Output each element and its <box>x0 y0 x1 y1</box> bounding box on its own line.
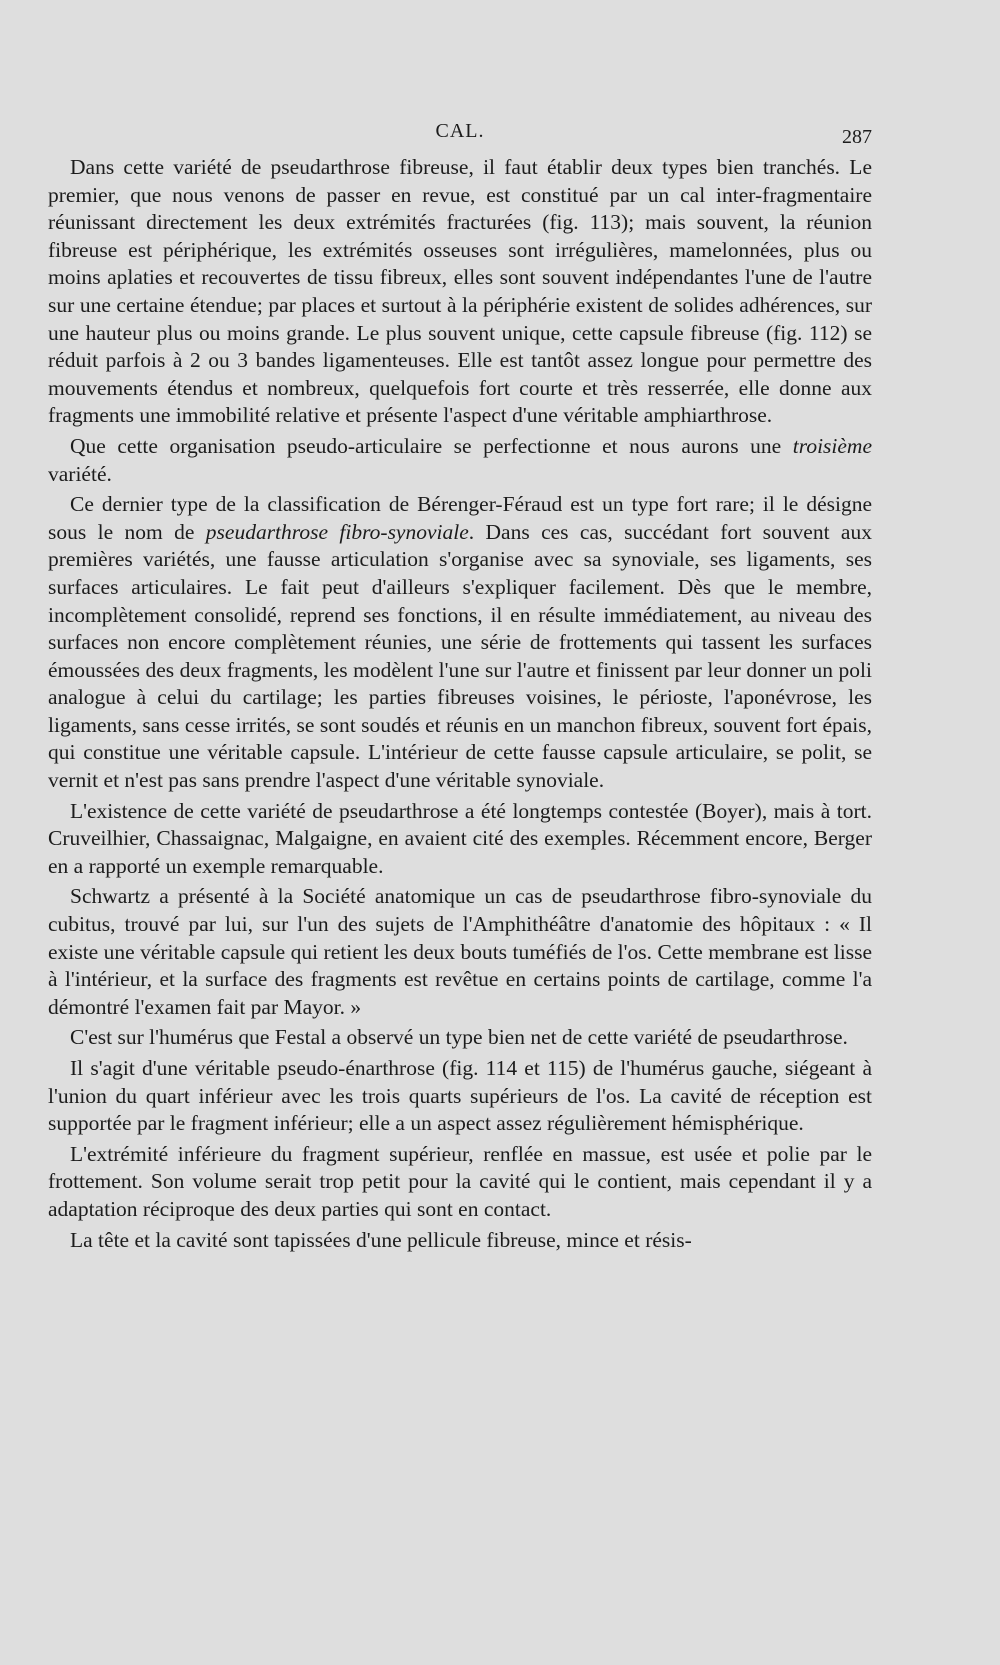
paragraph <box>48 1055 872 1138</box>
text-run: L'existence de cette variété de pseudarthrose a été longtemps contestée (Boyer), mais à tort. Cruveilhier, Chassaignac, Malgaigne, en avaient cité des exemples. Récemment encore, Berger en a rapporté un exemple remarquable. <box>48 798 872 878</box>
running-head <box>48 120 872 150</box>
paragraph <box>48 433 872 488</box>
text-run: Dans cette variété de pseudarthrose fibreuse, il faut établir deux types bien tranchés. Le premier, que nous venons de passer en revue, est constitué par un cal inter-fragmentaire réunissant directement les deux extrémités fracturées (fig. 113); mais souvent, la réunion fibreuse est périphérique, les extrémités osseuses sont irrégulières, mamelonnées, plus ou moins aplaties et recouvertes de tissu fibreux, elles sont souvent indépendantes l'une de l'autre sur une certaine étendue; par places et surtout à la périphérie existent de solides adhérences, sur une hauteur plus ou moins grande. Le plus souvent unique, cette capsule fibreuse (fig. 112) se réduit parfois à 2 ou 3 bandes ligamenteuses. Elle est tantôt assez longue pour permettre des mouvements étendus et nombreux, quelquefois fort courte et très resserrée, elle donne aux fragments une immobilité relative et présente l'aspect d'une véritable amphiarthrose. <box>48 155 872 428</box>
chapter-title: CAL. <box>435 120 485 142</box>
italic-term: pseudarthrose fibro-synoviale <box>205 519 469 544</box>
paragraph <box>48 883 872 1021</box>
italic-term: troisième <box>792 433 872 458</box>
paragraph <box>48 154 872 430</box>
text-run: Il s'agit d'une véritable pseudo-énarthrose (fig. 114 et 115) de l'humérus gauche, siégeant à l'union du quart inférieur avec les trois quarts supérieurs de l'os. La cavité de réception est supportée par le fragment inférieur; elle a un aspect assez régulièrement hémisphérique. <box>48 1056 872 1136</box>
page-number: 287 <box>842 126 872 148</box>
text-run: Ce dernier type de la classification de Bérenger-Féraud est un type fort rare; il le désigne sous le nom de <box>48 492 872 544</box>
paragraph <box>48 491 872 795</box>
paragraph <box>48 798 872 881</box>
body-text <box>48 154 872 1254</box>
text-run: La tête et la cavité sont tapissées d'une pellicule fibreuse, mince et résis- <box>70 1227 692 1252</box>
paragraph <box>48 1024 872 1052</box>
text-run: variété. <box>48 461 112 486</box>
text-run: . Dans ces cas, succédant fort souvent aux premières variétés, une fausse articulation s'organise avec sa synoviale, ses ligaments, ses surfaces articulaires. Le fait peut d'ailleurs s'expliquer facilement. Dès que le membre, incomplètement consolidé, reprend ses fonctions, il en résulte immédiatement, au niveau des surfaces non encore complètement réunies, une série de frottements qui tassent les surfaces émoussées des deux fragments, les modèlent l'une sur l'autre et finissent par leur donner un poli analogue à celui du cartilage; les parties fibreuses voisines, le périoste, l'aponévrose, les ligaments, sans cesse irrités, se sont soudés et réunis en un manchon fibreux, souvent fort épais, qui constitue une véritable capsule. L'intérieur de cette fausse capsule articulaire, se polit, se vernit et n'est pas sans prendre l'aspect d'une véritable synoviale. <box>48 519 872 793</box>
text-run: Schwartz a présenté à la Société anatomique un cas de pseudarthrose fibro-synoviale du cubitus, trouvé par lui, sur l'un des sujets de l'Amphithéâtre d'anatomie des hôpitaux : « Il existe une véritable capsule qui retient les deux bouts tuméfiés de l'os. Cette membrane est lisse à l'intérieur, et la surface des fragments est revêtue en certains points de cartilage, comme l'a démontré l'examen fait par Mayor. » <box>48 884 872 1019</box>
text-run: Que cette organisation pseudo-articulaire se perfectionne et nous aurons une <box>70 433 793 458</box>
text-run: L'extrémité inférieure du fragment supérieur, renflée en massue, est usée et polie par le frottement. Son volume serait trop petit pour la cavité qui le contient, mais cependant il y a adaptation réciproque des deux parties qui sont en contact. <box>48 1141 872 1221</box>
paragraph <box>48 1227 872 1255</box>
paragraph <box>48 1141 872 1224</box>
text-run: C'est sur l'humérus que Festal a observé un type bien net de cette variété de pseudarthrose. <box>70 1025 848 1050</box>
